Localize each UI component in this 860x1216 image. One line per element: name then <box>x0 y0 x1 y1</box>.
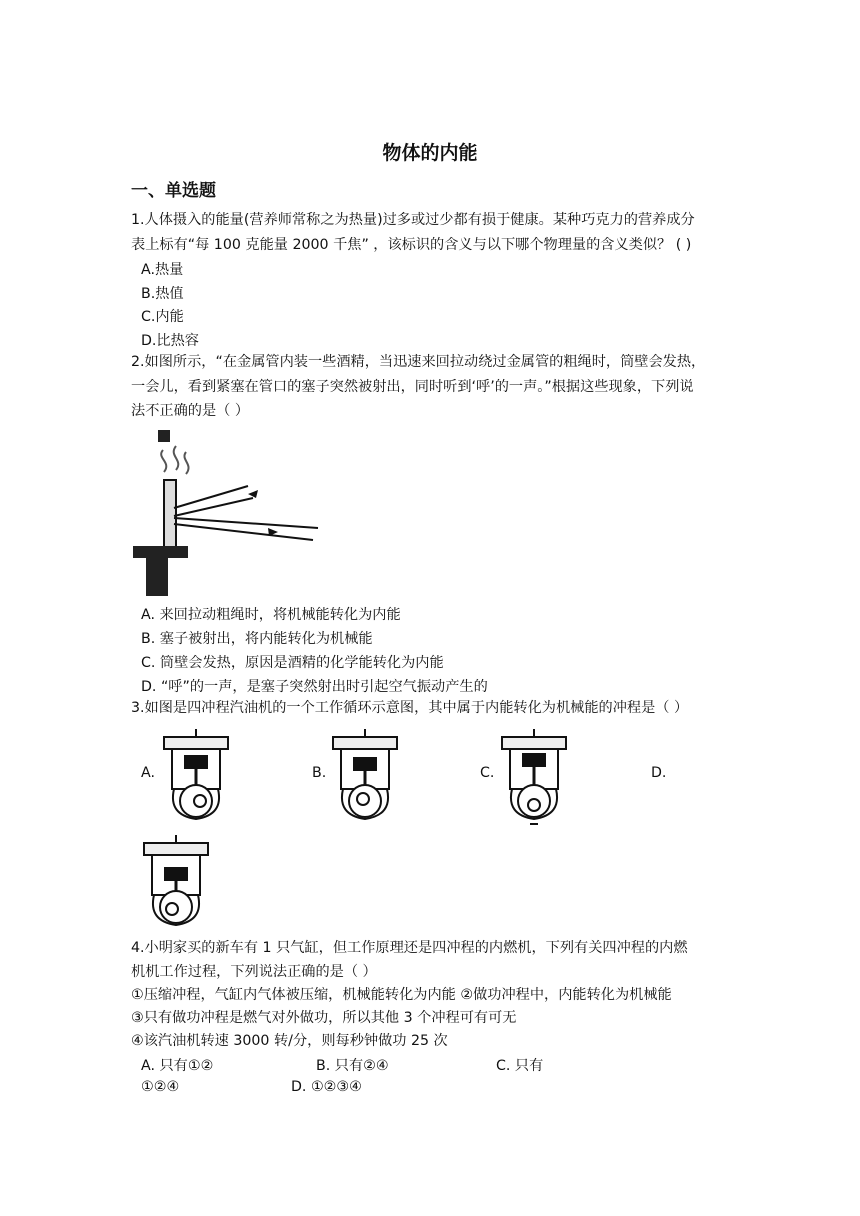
q2-option-d: D. “呼”的一声，是塞子突然射出时引起空气振动产生的 <box>141 679 488 695</box>
q4-option-c-continued: ①②④ <box>141 1079 180 1095</box>
q2-option-b: B. 塞子被射出，将内能转化为机械能 <box>141 631 373 647</box>
q1-option-a: A.热量 <box>141 262 184 278</box>
engine-diagram-c <box>498 727 570 827</box>
metal-tube-rope-figure <box>128 428 323 598</box>
section-heading: 一、单选题 <box>131 181 216 201</box>
q1-option-c: C.内能 <box>141 309 184 325</box>
q4-option-d: D. ①②③④ <box>291 1079 362 1095</box>
engine-diagram-a <box>160 727 232 823</box>
q2-line-1: 2.如图所示，“在金属管内装一些酒精，当迅速来回拉动绕过金属管的粗绳时，筒壁会发热， <box>131 354 706 370</box>
q4-line-5: ④该汽油机转速 3000 转/分，则每秒钟做功 25 次 <box>131 1033 448 1049</box>
q2-option-c: C. 筒壁会发热，原因是酒精的化学能转化为内能 <box>141 655 444 671</box>
engine-diagram-d <box>140 833 212 931</box>
q4-line-1: 4.小明家买的新车有 1 只气缸，但工作原理还是四冲程的内燃机，下列有关四冲程的内燃 <box>131 940 688 956</box>
q2-option-a: A. 来回拉动粗绳时，将机械能转化为内能 <box>141 607 401 623</box>
page-title: 物体的内能 <box>382 142 478 164</box>
q4-line-4: ③只有做功冲程是燃气对外做功，所以其他 3 个冲程可有可无 <box>131 1010 517 1026</box>
q1-option-d: D.比热容 <box>141 333 199 349</box>
q3-label-a: A. <box>141 765 155 781</box>
q3-label-d: D. <box>651 765 667 781</box>
q4-option-b: B. 只有②④ <box>316 1058 389 1074</box>
q3-label-b: B. <box>312 765 327 781</box>
q1-option-b: B.热值 <box>141 286 184 302</box>
q2-line-2: 一会儿，看到紧塞在管口的塞子突然被射出，同时听到‘呼’的一声。”根据这些现象，下列说 <box>131 379 694 395</box>
engine-diagram-b <box>329 727 401 823</box>
q2-line-3: 法不正确的是（ ） <box>131 403 250 419</box>
q3-stem: 3.如图是四冲程汽油机的一个工作循环示意图，其中属于内能转化为机械能的冲程是（ ） <box>131 700 689 716</box>
q4-line-2: 机机工作过程，下列说法正确的是（ ） <box>131 964 377 980</box>
q3-label-c: C. <box>480 765 495 781</box>
q1-line-2: 表上标有“每 100 克能量 2000 千焦” ，该标识的含义与以下哪个物理量的含义类似？ ( ) <box>131 237 692 253</box>
q4-line-3: ①压缩冲程，气缸内气体被压缩，机械能转化为内能 ②做功冲程中，内能转化为机械能 <box>131 987 672 1003</box>
q4-option-a: A. 只有①② <box>141 1058 214 1074</box>
q4-option-c: C. 只有 <box>496 1058 544 1074</box>
q1-line-1: 1.人体摄入的能量(营养师常称之为热量)过多或过少都有损于健康。某种巧克力的营养成分 <box>131 212 695 228</box>
